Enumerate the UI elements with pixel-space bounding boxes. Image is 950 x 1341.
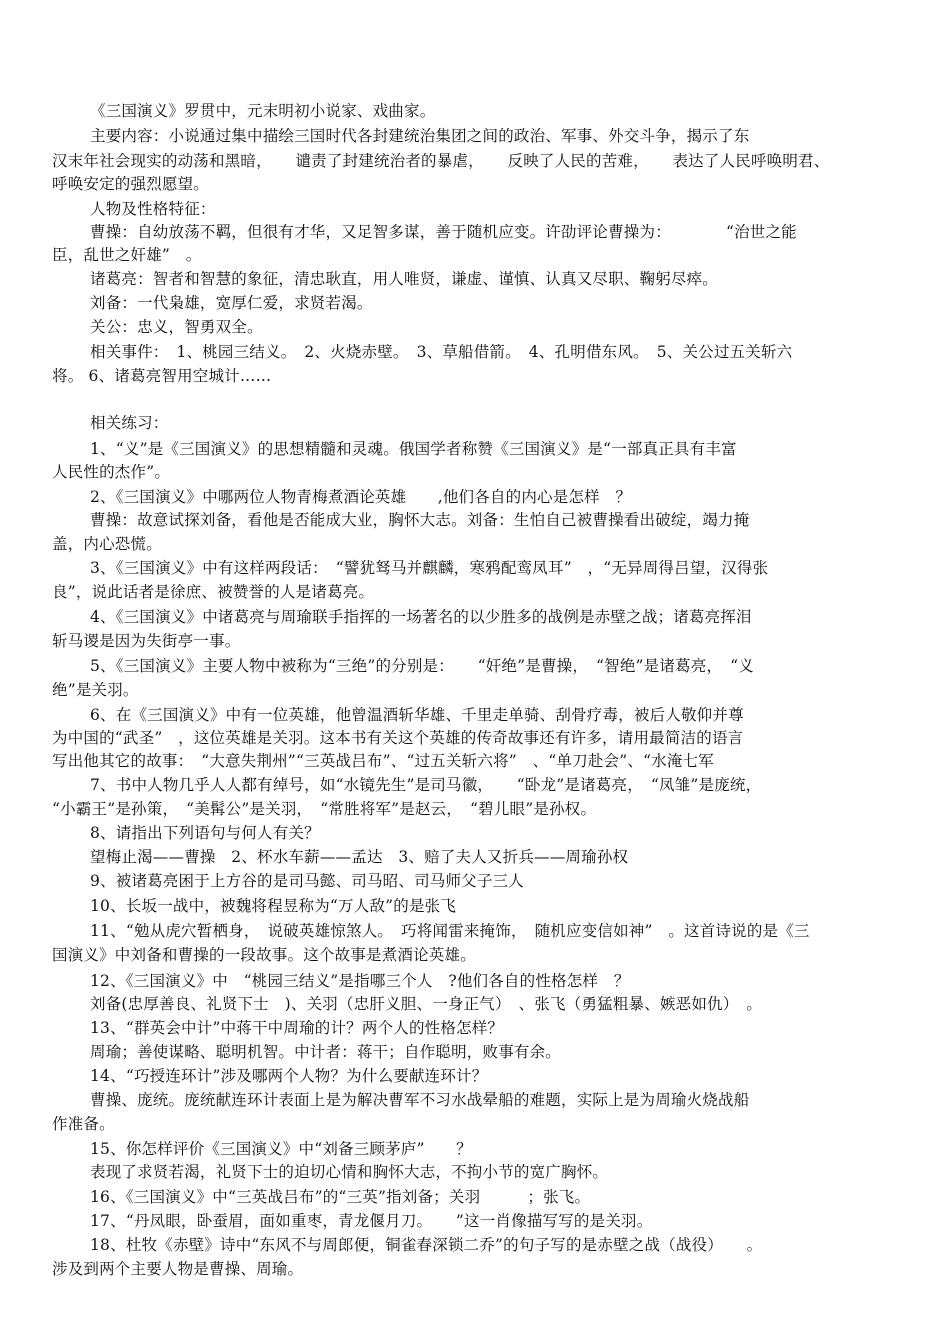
intro-author: 《三国演义》罗贯中，元末明初小说家、戏曲家。 bbox=[90, 102, 436, 120]
q2-answer-2: 盖，内心恐慌。 bbox=[52, 535, 162, 553]
q14-answer-1: 曹操、庞统。庞统献连环计表面上是为解决曹军不习水战晕船的难题，实际上是为周瑜火烧战船 bbox=[90, 1091, 750, 1109]
q6-line-2: 为中国的“武圣” ，这位英雄是关羽。这本书有关这个英雄的传奇故事还有许多，请用最简洁的语言 bbox=[52, 729, 744, 747]
q5-line-2: 绝”是关羽。 bbox=[52, 681, 139, 699]
q15-question: 15、你怎样评价《三国演义》中“刘备三顾茅庐” ？ bbox=[90, 1140, 472, 1158]
summary-line-3: 呼唤安定的强烈愿望。 bbox=[52, 175, 210, 193]
q16-line: 16、《三国演义》中“三英战吕布”的“三英”指刘备；关羽 ；张飞。 bbox=[90, 1188, 591, 1206]
q3-line-1: 3、《三国演义》中有这样两段话： “譬犹驽马并麒麟，寒鸦配鸾凤耳” ，“无异周得吕望，汉得张 bbox=[90, 559, 769, 577]
caocao-line-2: 臣，乱世之奸雄” 。 bbox=[52, 246, 202, 264]
q5-line-1: 5、《三国演义》主要人物中被称为“三绝”的分别是： “奸绝”是曹操， “智绝”是诸葛亮， “义 bbox=[90, 657, 754, 675]
q11-line-1: 11、“勉从虎穴暂栖身， 说破英雄惊煞人。 巧将闻雷来掩饰， 随机应变信如神” 。这首诗说的是《三 bbox=[90, 922, 810, 940]
q18-line-1: 18、杜牧《赤壁》诗中“东风不与周郎便，铜雀春深锁二乔”的句子写的是赤壁之战（战役） 。 bbox=[90, 1236, 763, 1254]
q4-line-2: 斩马谡是因为失街亭一事。 bbox=[52, 632, 241, 650]
q10-line: 10、长坂一战中，被魏将程昱称为“万人敌”的是张飞 bbox=[90, 897, 457, 915]
summary-line-1: 主要内容：小说通过集中描绘三国时代各封建统治集团之间的政治、军事、外交斗争，揭示了东 bbox=[90, 127, 750, 145]
q2-answer-1: 曹操：故意试探刘备，看他是否能成大业，胸怀大志。刘备：生怕自己被曹操看出破绽，竭力掩 bbox=[90, 511, 750, 529]
q2-question: 2、《三国演义》中哪两位人物青梅煮酒论英雄 ,他们各自的内心是怎样 ？ bbox=[90, 488, 632, 506]
q6-line-1: 6、在《三国演义》中有一位英雄，他曾温酒斩华雄、千里走单骑、刮骨疗毒，被后人敬仰并尊 bbox=[90, 706, 744, 724]
q1-line-2: 人民性的杰作”。 bbox=[52, 463, 171, 481]
caocao-line-1: 曹操：自幼放荡不羁，但很有才华，又足智多谋，善于随机应变。许劭评论曹操为： “治世之能 bbox=[90, 223, 797, 241]
guangong-line: 关公：忠义，智勇双全。 bbox=[90, 318, 263, 336]
q6-line-3: 写出他其它的故事： “大意失荆州”“三英战吕布”、“过五关斩六将” 、“单刀赴会”、“水淹七军 bbox=[52, 752, 714, 770]
q8-answer: 望梅止渴——曹操 2、杯水车薪——孟达 3、赔了夫人又折兵——周瑜孙权 bbox=[90, 848, 629, 866]
zhugeliang-line: 诸葛亮：智者和智慧的象征，清忠耿直，用人唯贤，谦虚、谨慎、认真又尽职、鞠躬尽瘁。 bbox=[90, 270, 719, 288]
exercises-heading: 相关练习： bbox=[90, 414, 169, 432]
q8-question: 8、请指出下列语句与何人有关？ bbox=[90, 824, 320, 842]
q14-question: 14、“巧授连环计”涉及哪两个人物？为什么要献连环计？ bbox=[90, 1067, 488, 1085]
q4-line-1: 4、《三国演义》中诸葛亮与周瑜联手指挥的一场著名的以少胜多的战例是赤壁之战；诸葛亮挥泪 bbox=[90, 608, 752, 626]
summary-line-2: 汉末年社会现实的动荡和黑暗， 谴责了封建统治者的暴虐， 反映了人民的苦难， 表达了人民呼唤明君、 bbox=[52, 152, 830, 170]
q11-line-2: 国演义》中刘备和曹操的一段故事。这个故事是煮酒论英雄。 bbox=[52, 946, 476, 964]
q12-question: 12、《三国演义》中 “桃园三结义”是指哪三个人 ?他们各自的性格怎样 ？ bbox=[90, 972, 630, 990]
q1-line-1: 1、“义”是《三国演义》的思想精髓和灵魂。俄国学者称赞《三国演义》是“一部真正具有丰富 bbox=[90, 440, 737, 458]
q7-line-1: 7、书中人物几乎人人都有绰号，如“水镜先生”是司马徽， “卧龙”是诸葛亮， “凤雏”是庞统， bbox=[90, 776, 762, 794]
q12-answer: 刘备(忠厚善良、礼贤下士 )、关羽（忠肝义胆、一身正气） 、张飞（勇猛粗暴、嫉恶如仇） 。 bbox=[90, 995, 763, 1013]
liubei-line: 刘备：一代枭雄，宽厚仁爱，求贤若渴。 bbox=[90, 294, 373, 312]
q14-answer-2: 作准备。 bbox=[52, 1115, 115, 1133]
events-line-2: 将。 6、诸葛亮智用空城计…… bbox=[52, 367, 272, 385]
characters-heading: 人物及性格特征： bbox=[90, 200, 216, 218]
q18-line-2: 涉及到两个主要人物是曹操、周瑜。 bbox=[52, 1260, 304, 1278]
events-line-1: 相关事件： 1、桃园三结义。 2、火烧赤壁。 3、草船借箭。 4、孔明借东风。 5、关公过五关斩六 bbox=[90, 343, 793, 361]
q7-line-2: “小霸王”是孙策， “美髯公”是关羽， “常胜将军”是赵云， “碧儿眼”是孙权。 bbox=[52, 800, 597, 818]
q13-question: 13、“群英会中计”中蒋干中周瑜的计？两个人的性格怎样？ bbox=[90, 1019, 504, 1037]
q15-answer: 表现了求贤若渴，礼贤下士的迫切心情和胸怀大志，不拘小节的宽广胸怀。 bbox=[90, 1163, 609, 1181]
q9-line: 9、被诸葛亮困于上方谷的是司马懿、司马昭、司马师父子三人 bbox=[90, 872, 524, 890]
q3-line-2: 良”，说此话者是徐庶、被赞誉的人是诸葛亮。 bbox=[52, 583, 375, 601]
q17-line: 17、“丹凤眼，卧蚕眉，面如重枣，青龙偃月刀。 ”这一肖像描写写的是关羽。 bbox=[90, 1212, 653, 1230]
q13-answer: 周瑜；善使谋略、聪明机智。中计者：蒋干；自作聪明，败事有余。 bbox=[90, 1043, 562, 1061]
